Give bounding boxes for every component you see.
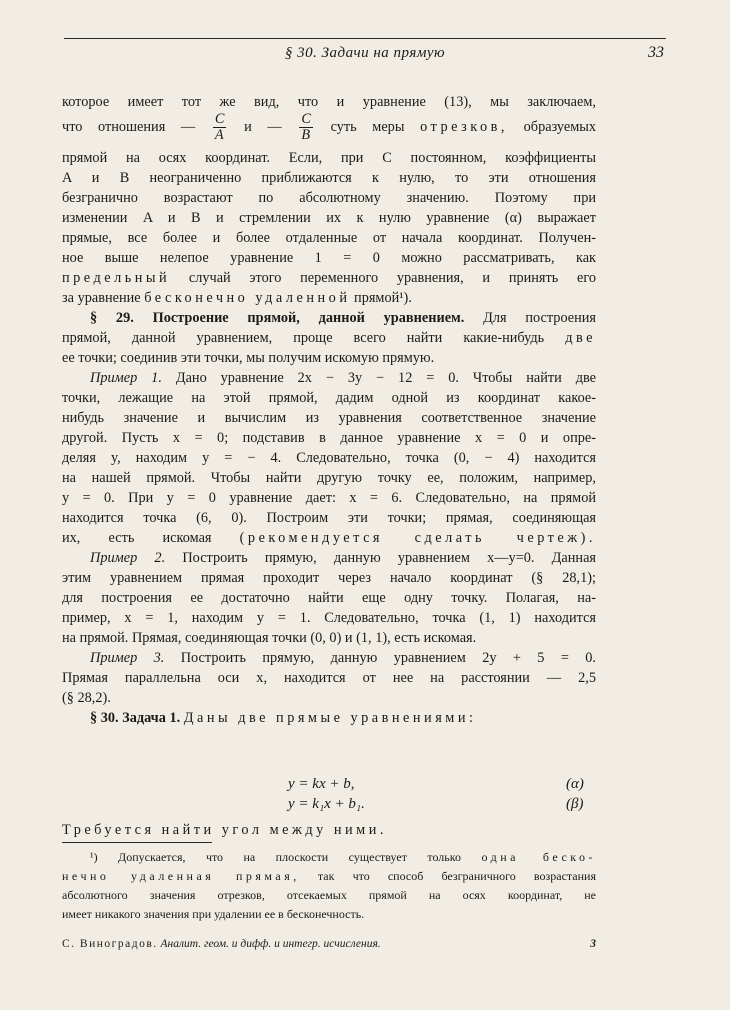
text-line: изменении A и B и стремлении их к нулю уравнение (α) выражает	[62, 210, 596, 226]
text-line: y = 0. При y = 0 уравнение дает: x = 6. Следовательно, на прямой	[62, 490, 596, 506]
text-line: безгранично возрастают по абсолютному значению. Поэтому при	[62, 190, 596, 206]
header-title: § 30. Задачи на прямую	[284, 45, 446, 61]
footnote-line: нечно удаленная прямая, так что способ безграничного возрастания	[62, 869, 596, 883]
text-line: находится точка (6, 0). Построим эти точки; прямая, соединяющая	[62, 510, 596, 526]
fraction-c-over-b: $\frac{C}{B}$	[301, 111, 311, 144]
text-line: на нашей прямой. Чтобы найти другую точку ее, положим, например,	[62, 470, 596, 486]
text-line: прямой, данной уравнением, проще всего найти какие-нибудь две	[62, 330, 596, 346]
example-1: Пример 1. Дано уравнение 2x − 3y − 12 = 0. Чтобы найти две	[90, 370, 596, 386]
text-line: на прямой. Прямая, соединяющая точки (0, 0) и (1, 1), есть искомая.	[62, 630, 477, 646]
text-line: другой. Пусть x = 0; подставив в данное уравнение x = 0 и опре-	[62, 430, 596, 446]
task-text: Требуется найти угол между ними.	[62, 822, 387, 838]
text-line: за уравнение бесконечно удаленной прямой¹).	[62, 290, 412, 306]
equation-beta-label: (β)	[566, 796, 584, 812]
footnote-line: ¹) Допускается, что на плоскости существует только одна беско-	[90, 850, 596, 864]
fraction-c-over-a: $\frac{C}{A}$	[214, 111, 225, 144]
text-line: которое имеет тот же вид, что и уравнение (13), мы заключаем,	[62, 94, 596, 110]
footnote	[62, 848, 596, 924]
author: С. Виноградов. Аналит. геом. и дифф. и интегр. исчисления.	[62, 938, 381, 950]
example-2: Пример 2. Построить прямую, данную уравнением x—y=0. Данная	[90, 550, 596, 566]
equation-alpha-label: (α)	[566, 776, 584, 792]
footnote-line: имеет никакого значения при удалении ее в бесконечность.	[62, 907, 365, 921]
text-line: ее точки; соединив эти точки, мы получим искомую прямую.	[62, 350, 435, 366]
section-30-heading: § 30. Задача 1. Даны две прямые уравнениями:	[90, 710, 477, 726]
text-line: пример, x = 1, находим y = 1. Следовательно, точка (1, 1) находится	[62, 610, 596, 626]
text-line: Прямая параллельна оси x, находится от нее на расстоянии — 2,5	[62, 670, 596, 686]
text-line: точки, лежащие на этой прямой, дадим одной из координат какое-	[62, 390, 596, 406]
sheet-number: 3	[590, 938, 596, 950]
signature-line	[62, 938, 596, 950]
footnote-line: абсолютного значения отрезков, отсекаемых прямой на осях координат, не	[62, 888, 596, 902]
text-line: прямой на осях координат. Если, при C постоянном, коэффициенты	[62, 150, 596, 166]
text-line: нибудь значение и вычислим из уравнения соответственное значение	[62, 410, 596, 426]
equation-alpha: y = kx + b,	[288, 776, 355, 792]
footnote-rule	[62, 842, 212, 843]
text-line: прямые, все более и более отдаленные от начала координат. Получен-	[62, 230, 596, 246]
header-page-number: 33	[648, 44, 664, 61]
text-line: деляя y, находим y = − 4. Следовательно, точка (0, − 4) находится	[62, 450, 596, 466]
text-line: их, есть искомая (рекомендуется сделать чертеж).	[62, 530, 596, 546]
text-line: (§ 28,2).	[62, 690, 111, 706]
running-header	[64, 38, 666, 65]
equation-beta: y = k₁x + b₁.	[288, 796, 365, 812]
text-line: этим уравнением прямая проходит через начало координат (§ 28,1);	[62, 570, 596, 586]
text-line: A и B неограниченно приближаются к нулю, то эти отношения	[62, 170, 596, 186]
fraction-line: что отношения — $\frac{C}{A}$ и — $\frac{C}{B}$ суть меры отрезков, образуемых	[62, 111, 596, 144]
body-text	[62, 92, 596, 728]
section-29-heading: § 29. Построение прямой, данной уравнением. Для построения	[90, 310, 596, 326]
task-statement	[62, 820, 596, 840]
text-line: для построения ее достаточно найти еще одну точку. Полагая, на-	[62, 590, 596, 606]
example-3: Пример 3. Построить прямую, данную уравнением 2y + 5 = 0.	[90, 650, 596, 666]
text-line: предельный случай этого переменного уравнения, и принять его	[62, 270, 596, 286]
text-line: ное выше нелепое уравнение 1 = 0 можно рассматривать, как	[62, 250, 596, 266]
